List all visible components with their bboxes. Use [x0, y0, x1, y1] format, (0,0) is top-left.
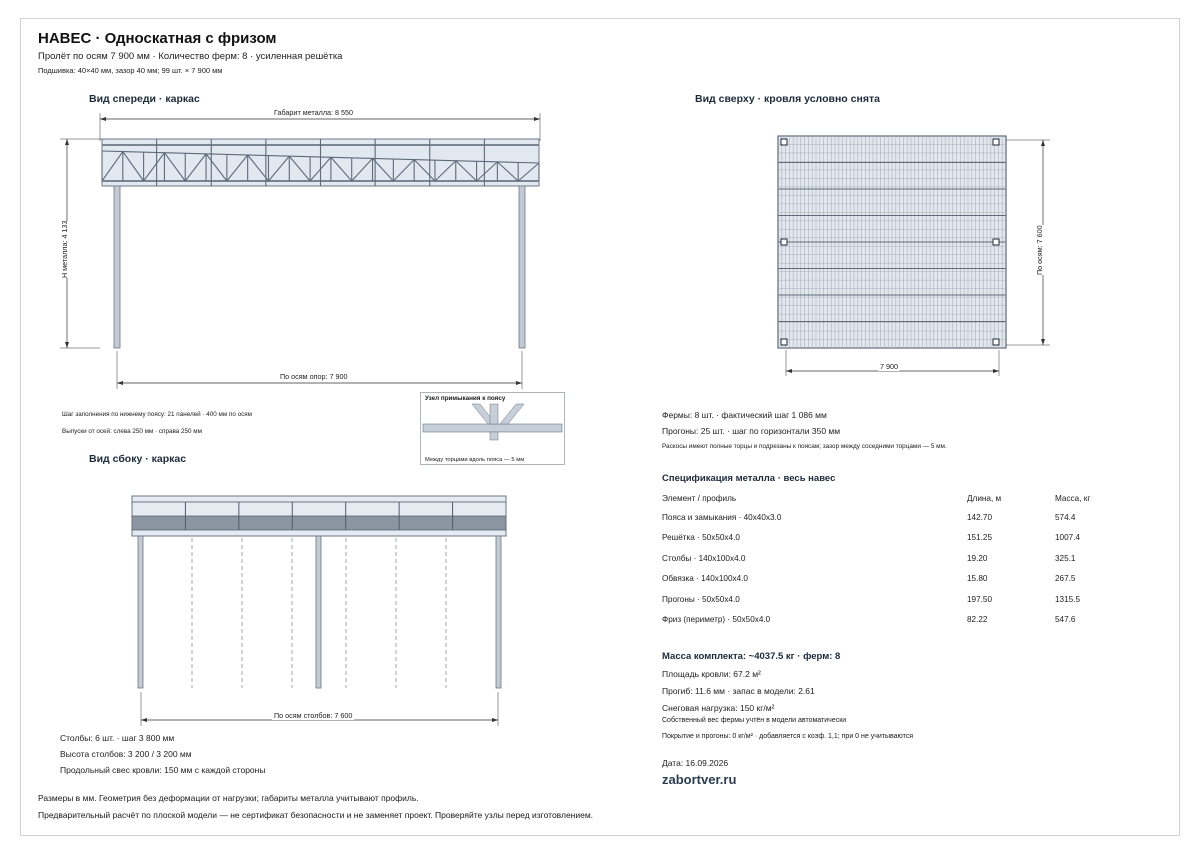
spec-row-length: 19.20 — [967, 554, 988, 563]
drawing-title: НАВЕС · Односкатная с фризом — [38, 30, 277, 47]
post-marker — [781, 239, 787, 245]
post-marker — [781, 139, 787, 145]
front-height-dimension: H металла: 4 133 — [60, 220, 69, 278]
spec-header-mass: Масса, кг — [1055, 494, 1091, 503]
post-marker — [993, 239, 999, 245]
footer-note-1: Размеры в мм. Геометрия без деформации от нагрузки; габариты металла учитывают профиль. — [38, 793, 419, 803]
summary-self-weight: Собственный вес фермы учтён в модели автоматически — [662, 717, 847, 724]
spec-row-length: 142.70 — [967, 513, 993, 522]
top-axes-dimension: По осям: 7 600 — [1035, 225, 1044, 275]
top-info-braces: Раскосы имеют полные торцы и подрезаны к поясам; зазор между соседними торцами — 5 мм. — [662, 443, 947, 450]
front-view-title: Вид спереди · каркас — [89, 93, 200, 105]
drawing-subtitle-2: Подшивка: 40×40 мм, зазор 40 мм; 99 шт. × 7 900 мм — [38, 66, 223, 75]
spec-row-element: Решётка · 50х50х4.0 — [662, 533, 740, 542]
spec-header-length: Длина, м — [967, 494, 1002, 503]
side-info-post-height: Высота столбов: 3 200 / 3 200 мм — [60, 749, 192, 759]
spec-row-mass: 547.6 — [1055, 615, 1076, 624]
top-view-title: Вид сверху · кровля условно снята — [695, 93, 880, 105]
spec-row-element: Пояса и замыкания · 40х40х3.0 — [662, 513, 782, 522]
spec-title: Спецификация металла · весь навес — [662, 473, 836, 484]
spec-row-mass: 574.4 — [1055, 513, 1076, 522]
spec-row-mass: 1007.4 — [1055, 533, 1081, 542]
footer-note-2: Предварительный расчёт по плоской модели — не сертификат безопасности и не заменяет проект. Проверяйте узлы перед изготовлением. — [38, 810, 594, 820]
summary-total-mass: Масса комплекта: ~4037.5 кг · ферм: 8 — [662, 651, 841, 662]
top-width-dimension: 7 900 — [880, 362, 898, 371]
summary-date: Дата: 16.09.2026 — [662, 758, 729, 768]
spec-header-element: Элемент / профиль — [662, 494, 737, 503]
side-info-overhang: Продольный свес кровли: 150 мм с каждой стороны — [60, 765, 266, 775]
summary-snow-load: Снеговая нагрузка: 150 кг/м² — [662, 703, 775, 713]
front-gabarit-dimension: Габарит металла: 8 550 — [274, 108, 354, 117]
summary-covering: Покрытие и прогоны: 0 кг/м² · добавляется с коэф. 1,1; при 0 не учитываются — [662, 733, 914, 740]
spec-row-element: Фриз (периметр) · 50х50х4.0 — [662, 615, 771, 624]
front-axes-dimension: По осям опор: 7 900 — [280, 372, 348, 381]
front-note-fill-step: Шаг заполнения по нижнему поясу: 21 панелей · 400 мм по осям — [62, 411, 252, 418]
spec-row-length: 82.22 — [967, 615, 988, 624]
spec-row-mass: 1315.5 — [1055, 595, 1081, 604]
node-detail-caption: Между торцами вдоль пояса — 5 мм — [425, 457, 525, 463]
post-marker — [781, 339, 787, 345]
post-marker — [993, 339, 999, 345]
spec-row-mass: 325.1 — [1055, 554, 1076, 563]
top-view-drawing — [770, 128, 1060, 378]
top-info-purlins: Прогоны: 25 шт. · шаг по горизонтали 350 мм — [662, 426, 841, 436]
side-axes-dimension: По осям столбов: 7 600 — [274, 711, 353, 720]
spec-row-length: 197.50 — [967, 595, 993, 604]
node-detail-title: Узел примыкания к поясу — [425, 395, 506, 402]
spec-row-length: 15.80 — [967, 574, 988, 583]
front-view-drawing — [50, 105, 550, 390]
summary-deflection: Прогиб: 11.6 мм · запас в модели: 2.61 — [662, 686, 815, 696]
side-view-title: Вид сбоку · каркас — [89, 453, 187, 465]
front-note-overhangs: Выпуски от осей: слева 250 мм · справа 250 мм — [62, 428, 202, 435]
spec-row-element: Столбы · 140х100х4.0 — [662, 554, 746, 563]
spec-row-element: Прогоны · 50х50х4.0 — [662, 595, 740, 604]
side-view-drawing — [120, 488, 520, 728]
drawing-subtitle: Пролёт по осям 7 900 мм · Количество ферм: 8 · усиленная решётка — [38, 51, 343, 62]
post-marker — [993, 139, 999, 145]
node-detail-drawing — [420, 392, 565, 465]
brand-link[interactable]: zabortver.ru — [662, 772, 737, 787]
spec-row-mass: 267.5 — [1055, 574, 1076, 583]
side-info-posts: Столбы: 6 шт. · шаг 3 800 мм — [60, 733, 175, 743]
summary-roof-area: Площадь кровли: 67.2 м² — [662, 669, 761, 679]
spec-row-element: Обвязка · 140х100х4.0 — [662, 574, 748, 583]
top-info-trusses: Фермы: 8 шт. · фактический шаг 1 086 мм — [662, 410, 827, 420]
spec-row-length: 151.25 — [967, 533, 993, 542]
